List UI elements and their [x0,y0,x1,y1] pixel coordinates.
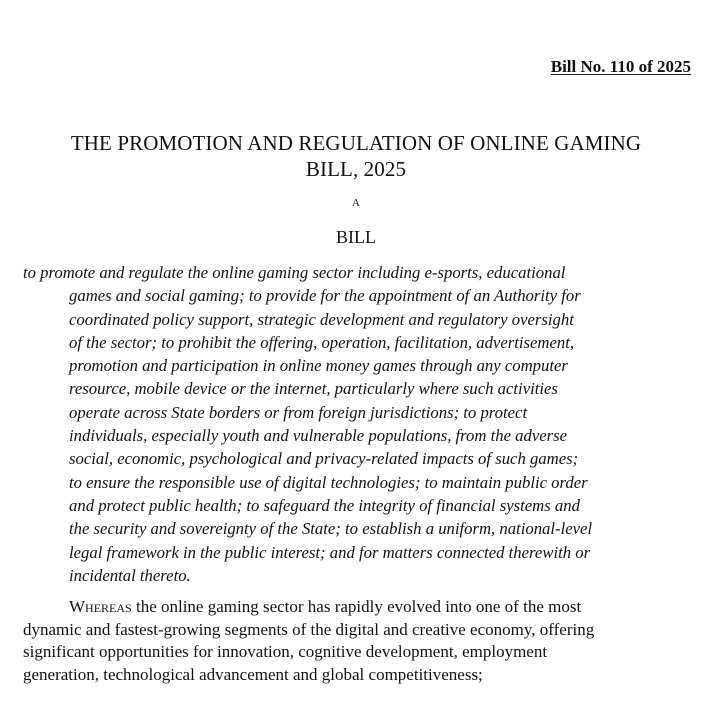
long-title [23,261,691,587]
bill-number: Bill No. 110 of 2025 [550,57,691,76]
long-title-line: games and social gaming; to provide for the appointment of an Authority for [69,286,581,306]
long-title-line: to promote and regulate the online gaming sector including e-sports, educational [23,263,566,282]
bill-title-line-2: BILL, 2025 [305,157,407,181]
long-title-line: legal framework in the public interest; and for matters connected therewith or [69,542,591,562]
long-title-line: social, economic, psychological and privacy-related impacts of such games; [69,449,579,469]
long-title-line: resource, mobile device or the internet, particularly where such activities [69,379,558,399]
whereas-word: Whereas [69,597,132,616]
long-title-line: to ensure the responsible use of digital technologies; to maintain public order [69,472,588,492]
bill-heading: BILL [336,227,376,247]
article-a: A [352,197,360,209]
long-title-line: coordinated policy support, strategic development and regulatory oversight [69,309,574,329]
long-title-line: promotion and participation in online money games through any computer [69,356,568,376]
recital-line: generation, technological advancement and global competitiveness; [23,664,483,684]
recital-line [23,596,691,619]
recital-paragraph [23,596,691,686]
long-title-line: the security and sovereignty of the State; to establish a uniform, national-level [69,519,593,539]
recital-line: significant opportunities for innovation, cognitive development, employment [23,642,548,661]
long-title-line: of the sector; to prohibit the offering, operation, facilitation, advertisement, [69,332,575,352]
long-title-line: incidental thereto. [69,565,191,585]
long-title-line: operate across State borders or from foreign jurisdictions; to protect [69,402,528,422]
bill-title-line-1: THE PROMOTION AND REGULATION OF ONLINE GAMING [70,131,642,155]
long-title-line: and protect public health; to safeguard the integrity of financial systems and [69,495,580,515]
bill-title [0,130,712,182]
long-title-line: individuals, especially youth and vulnerable populations, from the adverse [69,426,568,446]
recital-line-1-text: the online gaming sector has rapidly evolved into one of the most [131,597,582,616]
recital-line: dynamic and fastest-growing segments of the digital and creative economy, offering [23,619,595,639]
